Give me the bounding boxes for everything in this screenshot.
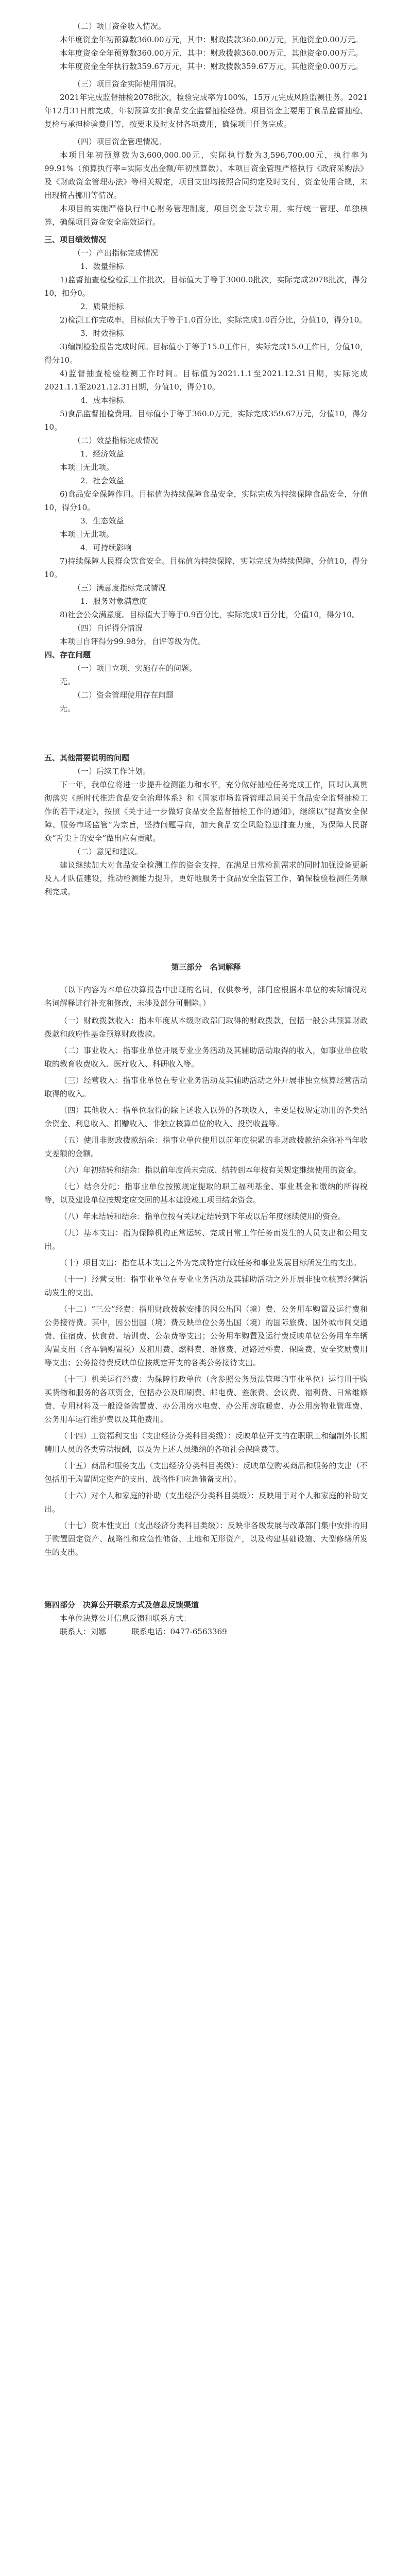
paragraph: 本项目的实施严格执行中心财务管理制度，项目资金专款专用，实行统一管理、单独核算，确保项目资金安全高效运行。 (44, 204, 368, 227)
paragraph: 6)食品安全保障作用。目标值为持续保障食品安全，实际完成为持续保障食品安全，分值10，得分10。 (44, 489, 368, 512)
glossary-item: （十五）商品和服务支出（支出经济分类科目类级）：反映单位购买商品和服务的支出（不包括用于购置固定资产的支出、战略性和应急储备支出）。 (44, 1461, 368, 1484)
contact-name: 刘娜 (91, 1627, 107, 1636)
glossary-item: （五）使用非财政拨款结余：指事业单位使用以前年度积累的非财政拨款结余弥补当年收支差额的金额。 (44, 1136, 368, 1158)
glossary-item: （十七）资本性支出（支出经济分类科目类级）：反映非各级发展与改革部门集中安排的用于购置固定资产、战略性和应急性储备、土地和无形资产，以及构建基础设施、大型修缮所发生的支出。 (44, 1521, 368, 1557)
phone-label: 联系电话： (131, 1627, 170, 1636)
heading-satisfaction: （三）满意度指标完成情况 (73, 583, 166, 592)
heading-funding-usage: （三）项目资金实际使用情况。 (73, 79, 182, 89)
heading-problems: 四、存在问题 (44, 650, 91, 659)
subheading: 4．成本指标 (80, 396, 124, 405)
subheading: （一）项目立项、实施存在的问题。 (73, 664, 197, 673)
contact-intro: 本单位决算公开信息反馈和联系方式： (60, 1614, 192, 1623)
paragraph: 4)监督抽查检验检测工作时间。目标值为2021.1.1至2021.12.31日期，实际完成2021.1.1至2021.12.31日期，分值10，得分10。 (44, 369, 368, 392)
heading-self-score: （四）自评得分情况 (73, 623, 143, 633)
paragraph: 5)食品监督抽检费用。目标值小于等于360.0万元，实际完成359.67万元，分值10，得分10。 (44, 409, 368, 432)
glossary-item: （二）事业收入：指事业单位开展专业业务活动及其辅助活动取得的收入，如事业单位收取的教育收费收入、医疗收入、科研收入等。 (44, 1046, 368, 1069)
paragraph: 8)社会公众满意度。目标值大于等于0.9百分比，实际完成1百分比，分值10，得分10。 (60, 610, 359, 619)
glossary-list (44, 1014, 368, 1559)
glossary-item: （九）基本支出：指为保障机构正常运转、完成日常工作任务而发生的人员支出和公用支出。 (44, 1228, 368, 1251)
glossary-item: （一）财政拨款收入：指本年度从本级财政部门取得的财政拨款，包括一般公共预算财政拨款和政府性基金预算财政拨款。 (44, 1016, 368, 1039)
glossary-item: （七）结余分配：指事业单位按照规定提取的职工福利基金、事业基金和缴纳的所得税等，以及建设单位按规定应交回的基本建设竣工项目结余资金。 (44, 1182, 368, 1205)
paragraph: 本项目无此项。 (60, 463, 114, 472)
paragraph: 本年度资金全年执行数359.67万元，其中：财政拨款359.67万元，其他资金0.00万元。 (60, 62, 363, 71)
glossary-item: （十三）机关运行经费：为保障行政单位（含参照公务员法管理的事业单位）运行用于购买货物和服务的各项资金，包括办公及印刷费、邮电费、差旅费、会议费、福利费、日常维修费、专用材料及一般设备购置费、办公用房水电费、办公用房取暖费、办公用房物业管理费、公务用车运行维护费以及其他费用。 (44, 1375, 368, 1424)
glossary-item: （十四）工资福利支出（支出经济分类科目类级）：反映单位开支的在职职工和编制外长期聘用人员的各类劳动报酬，以及为上述人员缴纳的各项社会保险费等。 (44, 1431, 368, 1454)
heading-performance: 三、项目绩效情况 (44, 235, 107, 244)
paragraph: 本项目年初预算数为3,600,000.00元，实际执行数为3,596,700.00元，执行率为99.91%（预算执行率=实际支出金额/年初预算数）。本项目资金管理严格执行《政府采购法》及《财政资金管理办法》等相关规定，项目支出均按照合同约定及时支付，资金使用合规，未出现挤占挪用等情况。 (44, 150, 368, 200)
paragraph: 7)持续保障人民群众饮食安全。目标值为持续保障，实际完成为持续保障，分值10，得分10。 (44, 556, 368, 579)
paragraph: 2021年完成监督抽检2078批次，检验完成率为100%，15万元完成风险监测任务。2021年12月31日前完成，年初预算安排食品安全监督抽检经费。项目资金主要用于食品监督抽检、复检与承担检验费用等，按要求及时支付各项费用，确保项目任务完成。 (44, 93, 368, 129)
heading-funding-management: （四）项目资金管理情况。 (73, 137, 166, 146)
paragraph: 本项目自评得分99.98分，自评等级为优。 (60, 637, 205, 646)
subheading: 1．经济效益 (80, 449, 124, 459)
subheading: 2．质量指标 (80, 302, 124, 311)
subheading: 2．社会效益 (80, 476, 124, 485)
paragraph: 本年度资金年初预算数360.00万元，其中：财政拨款360.00万元，其他资金0.00万元。 (60, 35, 363, 44)
paragraph: 1)监督抽查检验检测工作批次。目标值大于等于3000.0批次，实际完成2078批次，得分10，扣分0。 (44, 275, 368, 298)
heading-benefit-indicators: （二）效益指标完成情况 (73, 436, 159, 445)
glossary-item: （六）年初结转和结余：指以前年度尚未完成、结转到本年按有关规定继续使用的资金。 (60, 1165, 362, 1175)
subheading: 1．数量指标 (80, 262, 124, 271)
section-performance (44, 233, 368, 715)
section-contact (44, 1598, 368, 1638)
subheading: 3．生态效益 (80, 516, 124, 526)
glossary-item: （三）经营收入：指事业单位在专业业务活动及其辅助活动之外开展非独立核算经营活动取得的收入。 (44, 1076, 368, 1098)
paragraph: 本项目无此项。 (60, 530, 114, 539)
subheading: 3．时效指标 (80, 329, 124, 338)
paragraph: 2)检测工作完成率。目标值大于等于1.0百分比，实际完成1.0百分比，分值10，得分10。 (60, 315, 367, 325)
paragraph: 本年度资金全年预算数360.00万元，其中：财政拨款360.00万元，其他资金0.00万元。 (60, 48, 363, 58)
subheading: （二）资金管理使用存在问题 (73, 690, 174, 700)
glossary-intro: （以下内容为本单位决算报告中出现的名词，仅供参考，部门应根据本单位的实际情况对名词解释进行补充和修改，未涉及部分可删除。） (44, 985, 368, 1008)
paragraph: 下一年，我单位将进一步提升检测能力和水平，充分做好抽检任务完成工作，同时认真贯彻落实《新时代推进食品安全治理体系》和《国家市场监督管理总局关于食品安全监督抽检工作的若干规定》，按照《关于进一步做好食品安全监督抽检工作的通知》，继续以“提高安全保障、服务市场监管”为宗旨，坚持问题导向，加大食品安全风险隐患排查力度，为保障人民群众“舌尖上的安全”做出应有贡献。 (44, 780, 368, 843)
subheading: 4．可持续影响 (80, 543, 132, 552)
glossary-item: （八）年末结转和结余：指单位按有关规定结转到下年或以后年度继续使用的资金。 (60, 1212, 346, 1221)
section-project-overview (44, 20, 368, 229)
paragraph: 3)编制检验报告完成时间。目标值小于等于15.0工作日，实际完成15.0工作日，分值10，得分10。 (44, 342, 368, 365)
contact-line (44, 1625, 368, 1638)
heading-output-indicators: （一）产出指标完成情况 (73, 248, 159, 258)
heading-glossary: 第三部分 名词解释 (171, 962, 241, 972)
glossary-item: （十）项目支出：指在基本支出之外为完成特定行政任务和事业发展目标所发生的支出。 (60, 1258, 362, 1267)
subheading: （二）意见和建议。 (73, 847, 143, 856)
glossary-item: （四）其他收入：指单位取得的除上述收入以外的各项收入，主要是按规定动用的各类结余资金、利息收入、捐赠收入、非独立核算单位的收入、投资收益等。 (44, 1106, 368, 1128)
glossary-item: （十二）“三公”经费：指用财政拨款安排的因公出国（境）费、公务用车购置及运行费和公务接待费。其中，因公出国（境）费反映单位公务出国（境）的国际旅费、国外城市间交通费、住宿费、伙食费、培训费、公杂费等支出；公务用车购置及运行费反映单位公务用车车辆购置支出（含车辆购置税）及租用费、燃料费、维修费、过路过桥费、保险费、安全奖励费用等支出；公务接待费反映单位按规定开支的各类公务接待支出。 (44, 1304, 368, 1367)
glossary-item: （十六）对个人和家庭的补助（支出经济分类科目类级）：反映用于对个人和家庭的补助支出。 (44, 1491, 368, 1514)
contact-label: 联系人： (60, 1627, 91, 1636)
glossary-item: （十一）经营支出：指事业单位在专业业务活动及其辅助活动之外开展非独立核算经营活动发生的支出。 (44, 1275, 368, 1297)
subheading: （一）后续工作计划。 (73, 767, 151, 776)
heading-other-notes: 五、其他需要说明的问题 (44, 753, 130, 762)
paragraph: 无。 (60, 677, 76, 686)
subheading: 1．服务对象满意度 (80, 597, 147, 606)
heading-funding-income: （二）项目资金收入情况。 (73, 22, 166, 31)
paragraph: 建议继续加大对食品安全检测工作的资金支持，在满足日常检测需求的同时加强设备更新及人才队伍建设，推动检测能力提升，更好地服务于食品安全监管工作，确保检验检测任务顺利完成。 (44, 860, 368, 896)
paragraph: 无。 (60, 704, 76, 713)
section-other-notes (44, 751, 368, 899)
section-glossary (44, 960, 368, 1559)
heading-contact: 第四部分 决算公开联系方式及信息反馈渠道 (44, 1600, 199, 1609)
phone-number: 0477-6563369 (170, 1627, 227, 1636)
